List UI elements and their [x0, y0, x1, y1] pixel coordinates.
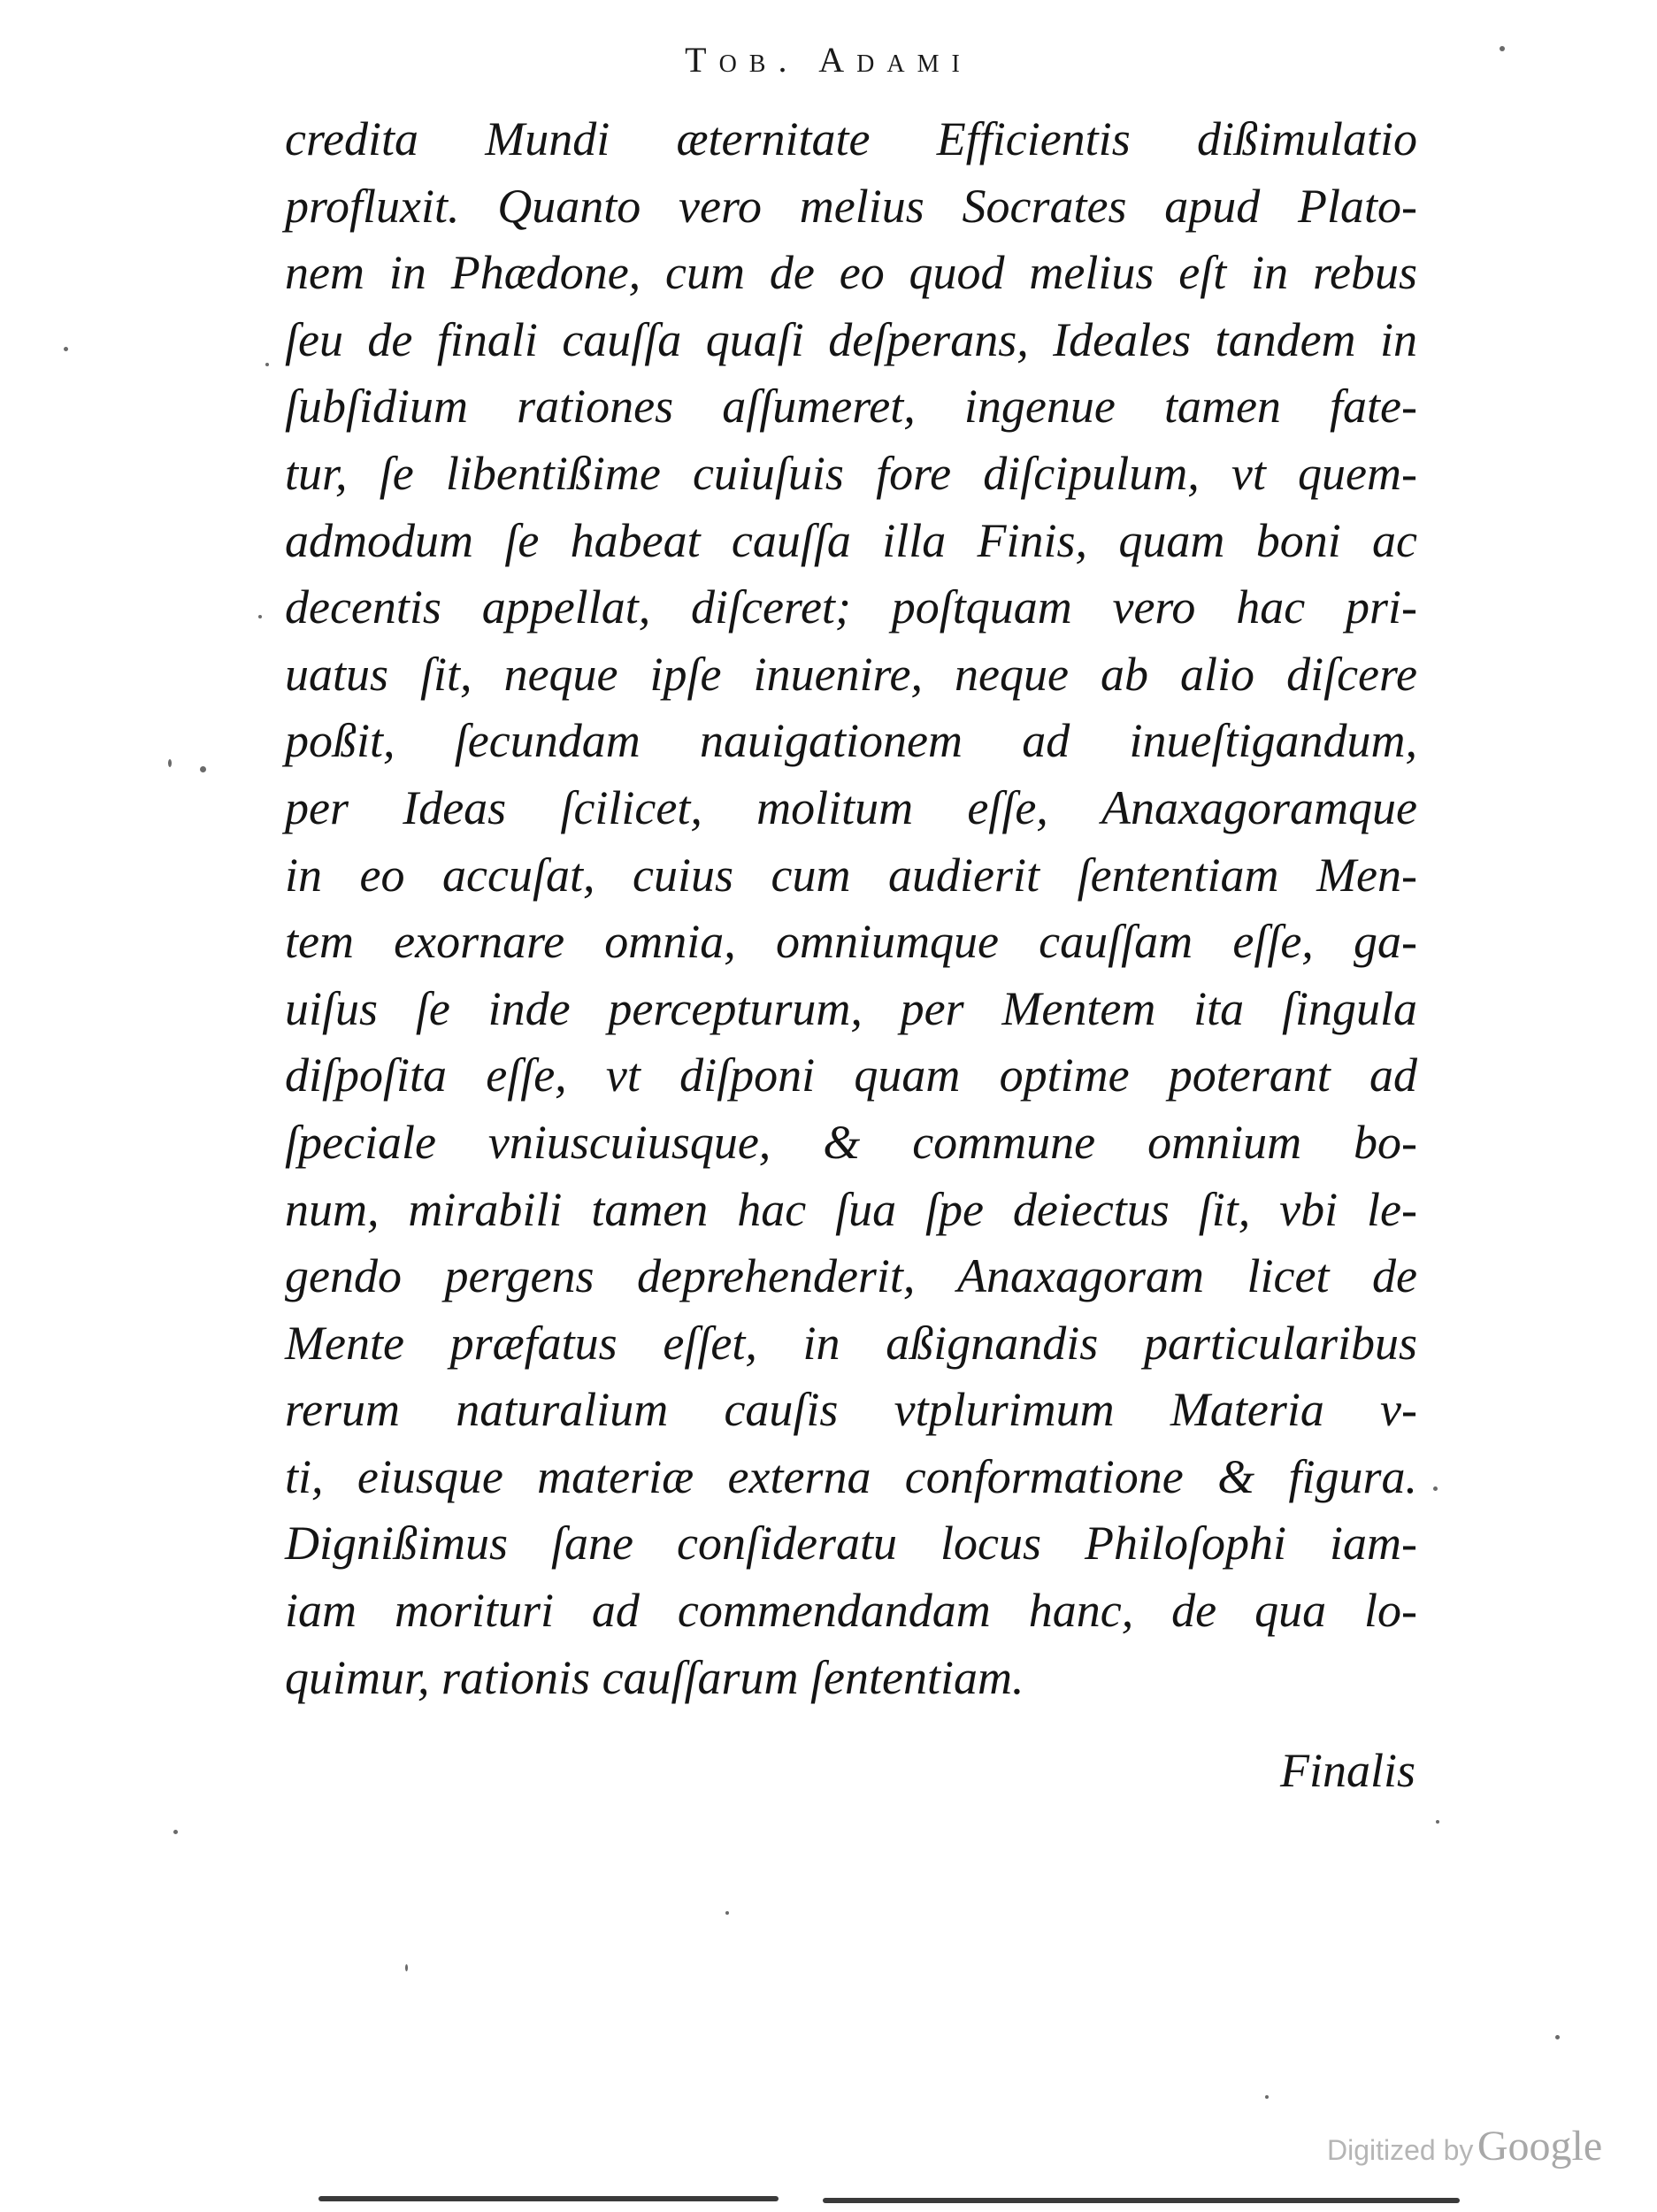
text-line-11: per Ideas ſcilicet, molitum eſſe, Anaxagoramque [285, 780, 1417, 834]
scan-speck [173, 1830, 178, 1834]
text-line-8: decentis appellat, diſceret; poſtquam vero hac pri- [285, 580, 1417, 634]
scan-speck [1265, 2095, 1269, 2099]
running-head: Tob. Adami [685, 40, 972, 80]
text-line-3: nem in Phædone, cum de eo quod melius eſt in rebus [285, 246, 1417, 300]
catchword: Finalis [1279, 1744, 1415, 1797]
text-line-20: rerum naturalium cauſis vtplurimum Materia v- [285, 1383, 1417, 1437]
text-line-17: num, mirabili tamen hac ſua ſpe deiectus ſit, vbi le- [285, 1182, 1417, 1236]
text-line-22: Dignißimus ſane conſideratu locus Philoſophi iam- [285, 1517, 1417, 1571]
scan-speck [405, 1964, 408, 1971]
scan-speck [200, 766, 206, 772]
scan-speck [265, 363, 269, 366]
scan-speck [725, 1911, 729, 1915]
scan-edge-left [318, 2196, 779, 2201]
text-line-2: profluxit. Quanto vero melius Socrates apud Plato- [285, 179, 1417, 233]
text-line-12: in eo accuſat, cuius cum audierit ſententiam Men- [285, 848, 1417, 902]
text-line-10: poßit, ſecundam nauigationem ad inueſtigandum, [285, 714, 1417, 768]
scan-speck [64, 347, 68, 351]
text-line-1: credita Mundi æternitate Efficientis dißimulatio [285, 112, 1417, 165]
scan-speck [1436, 1820, 1439, 1824]
text-line-24: quimur, rationis cauſſarum ſententiam. [285, 1650, 1024, 1704]
text-line-4: ſeu de finali cauſſa quaſi deſperans, Ideales tandem in [285, 312, 1417, 366]
text-line-16: ſpeciale vniuscuiusque, & commune omnium bo- [285, 1115, 1417, 1169]
scan-edge-right [823, 2198, 1460, 2203]
google-logo: Google [1477, 2123, 1603, 2170]
scan-speck [168, 759, 172, 767]
scan-speck [1555, 2035, 1560, 2039]
text-line-5: ſubſidium rationes aſſumeret, ingenue tamen fate- [285, 380, 1417, 434]
text-line-18: gendo pergens deprehenderit, Anaxagoram licet de [285, 1249, 1417, 1303]
text-line-14: uiſus ſe inde percepturum, per Mentem ita ſingula [285, 981, 1417, 1035]
text-line-15: diſpoſita eſſe, vt diſponi quam optime poterant ad [285, 1048, 1417, 1102]
text-line-6: tur, ſe libentißime cuiuſuis fore diſcipulum, vt quem- [285, 446, 1417, 500]
text-line-23: iam morituri ad commendandam hanc, de qua lo- [285, 1584, 1417, 1638]
text-line-19: Mente præfatus eſſet, in aßignandis particularibus [285, 1316, 1417, 1370]
text-line-9: uatus ſit, neque ipſe inuenire, neque ab alio diſcere [285, 647, 1417, 701]
text-line-21: ti, eiusque materiæ externa conformatione & figura. [285, 1449, 1417, 1503]
text-line-7: admodum ſe habeat cauſſa illa Finis, quam boni ac [285, 513, 1417, 567]
scan-speck [1433, 1486, 1438, 1491]
scan-speck [1500, 46, 1505, 51]
text-line-13: tem exornare omnia, omniumque cauſſam eſſe, ga- [285, 915, 1417, 969]
body-text [285, 106, 1417, 1711]
digitized-by-text: Digitized by [1327, 2134, 1474, 2166]
scan-speck [258, 615, 262, 618]
digitized-by-watermark [1327, 2122, 1628, 2170]
